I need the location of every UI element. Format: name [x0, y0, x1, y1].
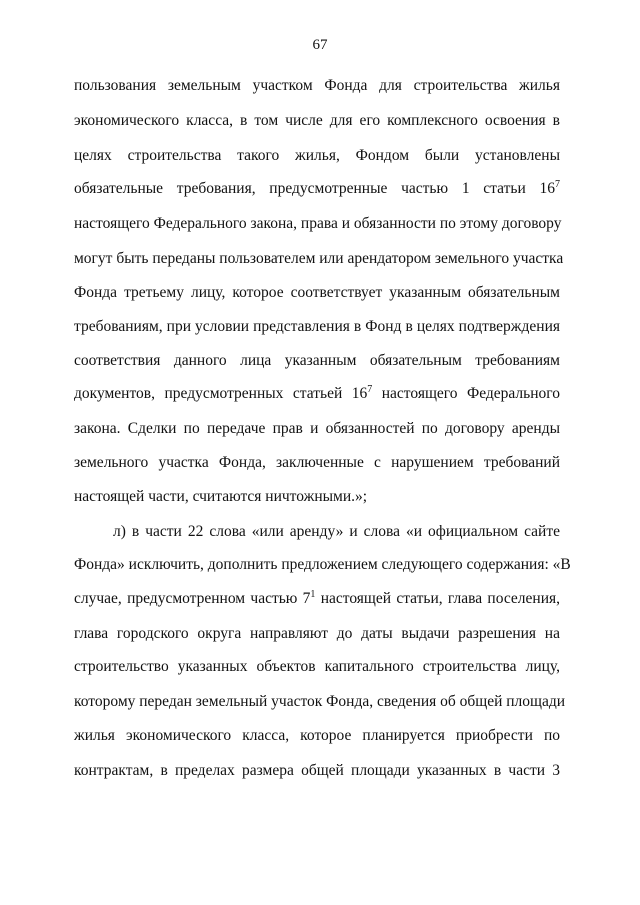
text-line: л) в части 22 слова «или аренду» и слова «и официальном сайте: [113, 523, 560, 540]
page-number: 67: [312, 37, 328, 53]
text-line: жилья экономического класса, которое планируется приобрести по: [74, 727, 560, 744]
text-line: целях строительства такого жилья, Фондом были установлены: [74, 147, 560, 164]
text-line: могут быть переданы пользователем или арендатором земельного участка: [74, 250, 564, 267]
text-span: настоящего Федерального: [372, 385, 560, 402]
text-line: экономического класса, в том числе для его комплексного освоения в: [74, 112, 560, 129]
text-line: настоящего Федерального закона, права и обязанности по этому договору: [74, 215, 562, 232]
superscript: 7: [555, 178, 560, 190]
text-line: [74, 589, 560, 609]
text-line: строительство указанных объектов капитального строительства лицу,: [74, 658, 560, 675]
text-line: [74, 179, 560, 199]
text-line: требованиям, при условии представления в Фонд в целях подтверждения: [74, 318, 560, 335]
superscript: 7: [367, 383, 373, 395]
text-line: закона. Сделки по передаче прав и обязанностей по договору аренды: [74, 420, 560, 437]
text-line: контрактам, в пределах размера общей площади указанных в части 3: [74, 762, 560, 779]
text-line: настоящей части, считаются ничтожными.»;: [74, 488, 368, 505]
text-line: Фонда» исключить, дополнить предложением следующего содержания: «В: [74, 556, 571, 573]
text-span: настоящей статьи, глава поселения,: [315, 590, 560, 607]
text-line: Фонда третьему лицу, которое соответствует указанным обязательным: [74, 284, 560, 301]
superscript: 1: [310, 588, 316, 600]
text-span: обязательные требования, предусмотренные частью 1 статьи 16: [74, 180, 555, 197]
text-line: земельного участка Фонда, заключенные с нарушением требований: [74, 454, 560, 471]
text-line: [74, 384, 560, 404]
text-line: соответствия данного лица указанным обязательным требованиям: [74, 352, 560, 369]
text-span: случае, предусмотренном частью 7: [74, 590, 311, 607]
text-line: которому передан земельный участок Фонда, сведения об общей площади: [74, 693, 566, 710]
text-line: пользования земельным участком Фонда для строительства жилья: [74, 77, 560, 94]
text-line: глава городского округа направляют до даты выдачи разрешения на: [74, 625, 560, 642]
text-span: документов, предусмотренных статьей 16: [74, 385, 368, 402]
